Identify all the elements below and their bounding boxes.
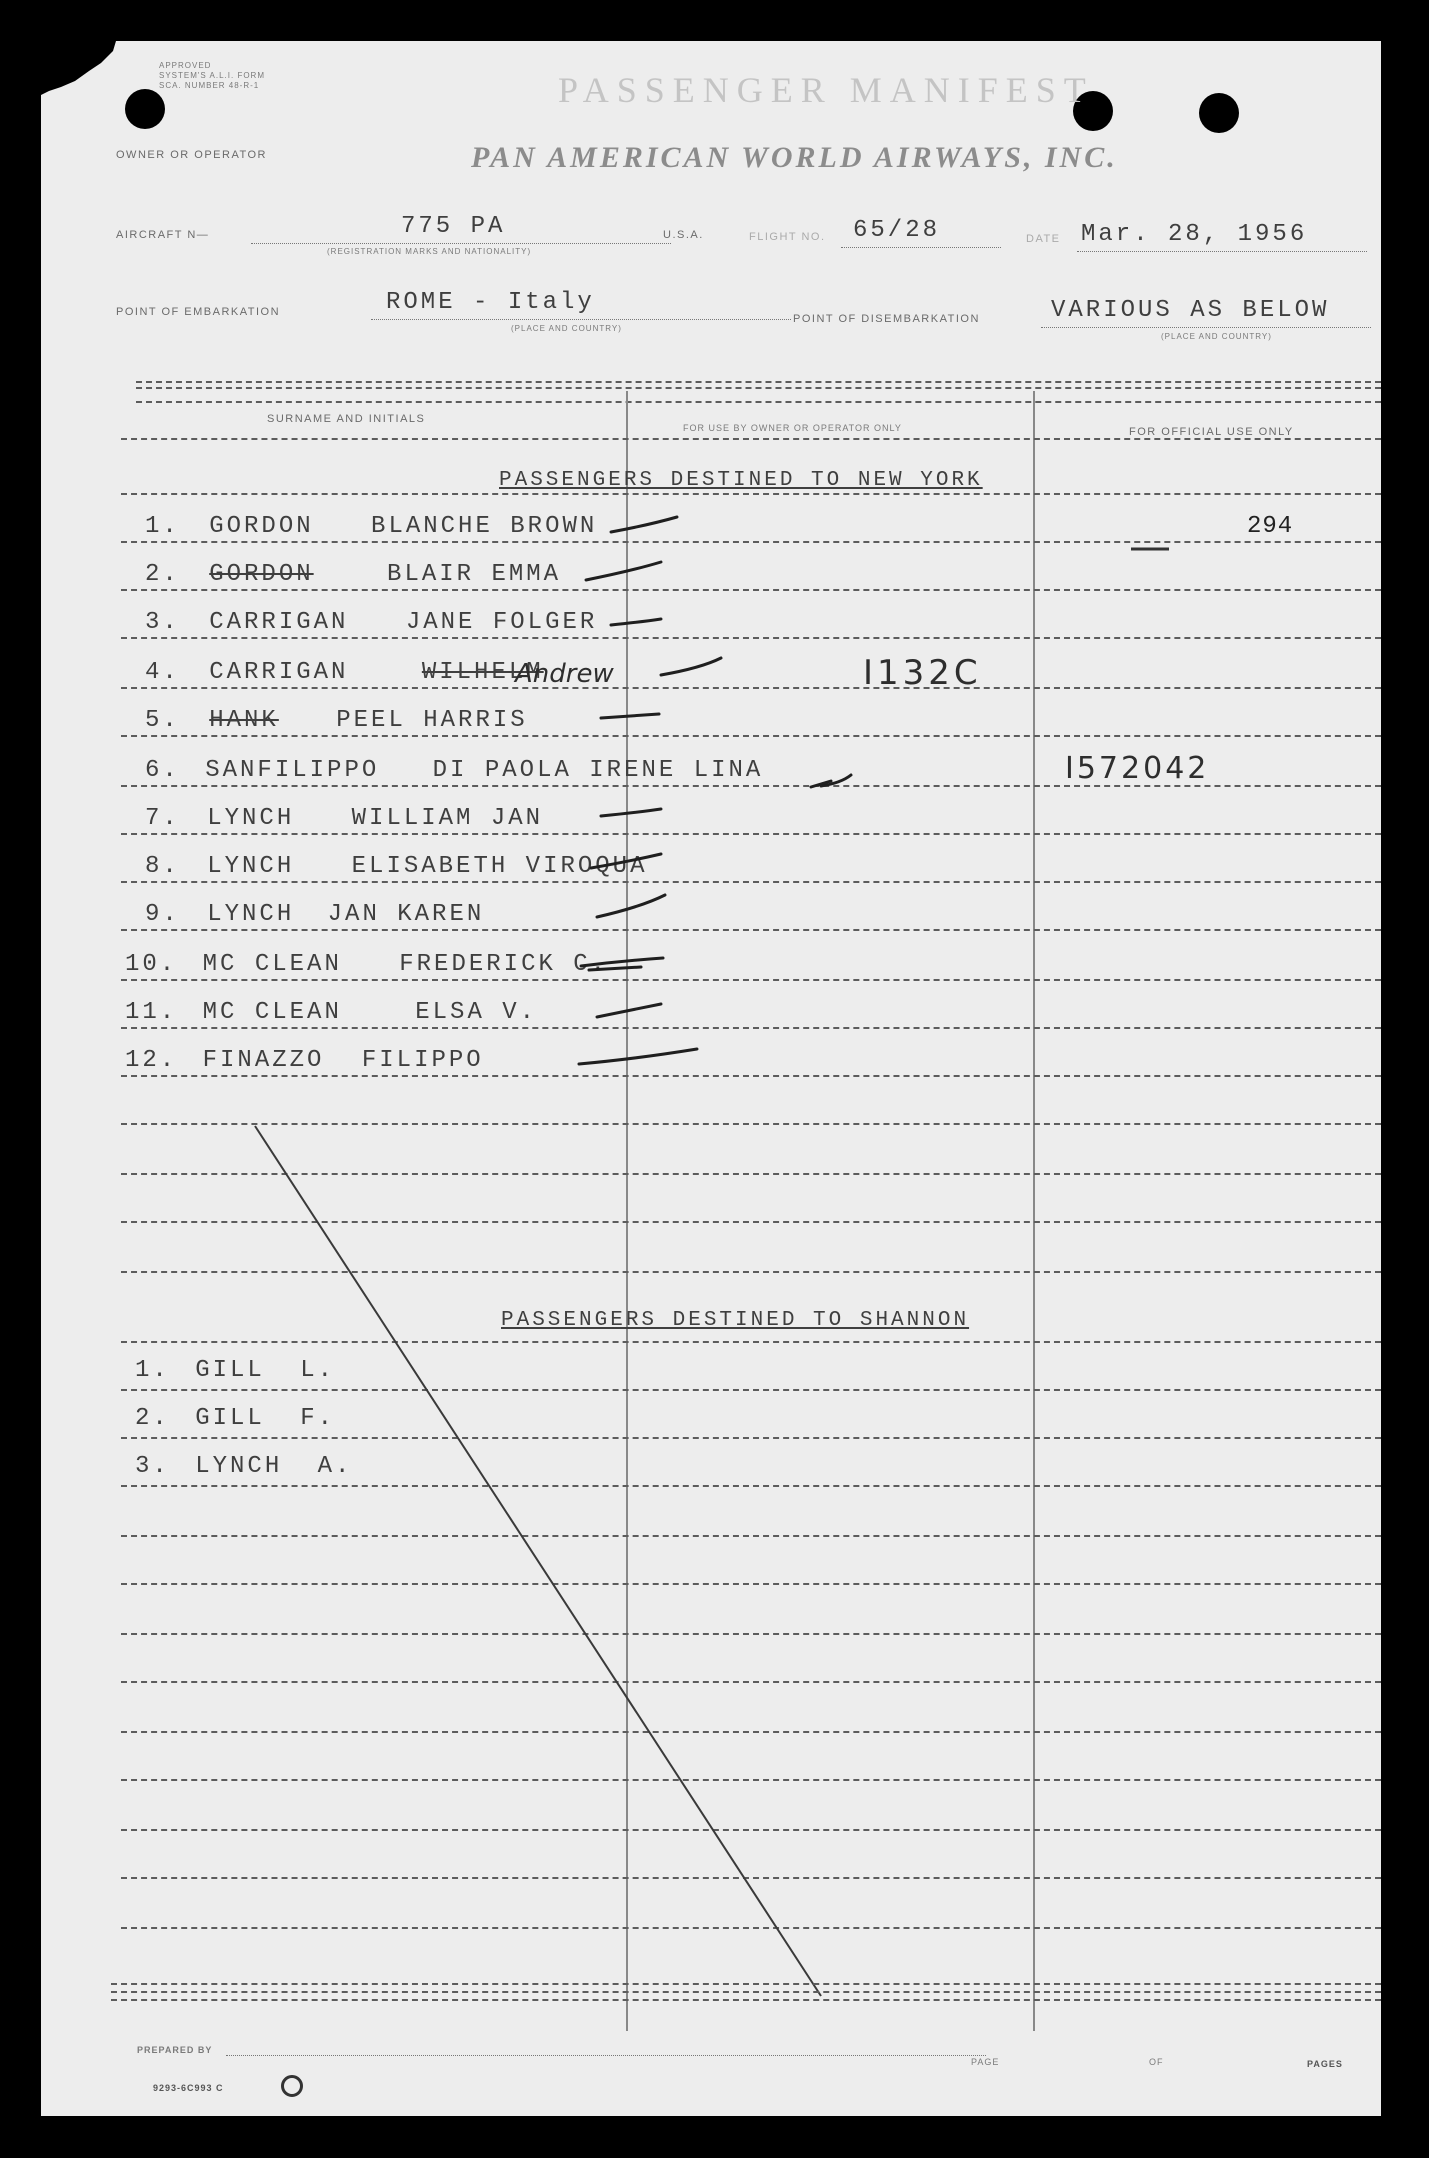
passenger-number: 9. bbox=[145, 901, 180, 928]
passenger-surname: GORDON bbox=[209, 513, 314, 540]
owner-label: OWNER OR OPERATOR bbox=[116, 149, 267, 161]
passenger-surname: LYNCH bbox=[207, 901, 295, 928]
official-annotation: I132C bbox=[863, 653, 982, 693]
aircraft-value: 775 PA bbox=[401, 213, 506, 240]
passenger-surname: LYNCH bbox=[207, 805, 295, 832]
form-approval-line: APPROVED bbox=[159, 61, 212, 70]
official-annotation: 294 bbox=[1247, 513, 1294, 540]
embarkation-value: ROME - Italy bbox=[386, 289, 595, 316]
passenger-number: 5. bbox=[145, 707, 180, 734]
disembarkation-value: VARIOUS AS BELOW bbox=[1051, 297, 1330, 324]
handwritten-correction: Andrew bbox=[515, 659, 614, 689]
form-approval-line: SCA. NUMBER 48-R-1 bbox=[159, 81, 260, 90]
passenger-number: 1. bbox=[145, 513, 180, 540]
passenger-given-names: A. bbox=[317, 1453, 353, 1480]
diagonal-cancel-line bbox=[255, 1126, 821, 1996]
date-value: Mar. 28, 1956 bbox=[1081, 221, 1308, 248]
passenger-surname: MC CLEAN bbox=[202, 951, 342, 978]
passenger-given-names: BLAIR EMMA bbox=[387, 561, 562, 588]
passenger-given-names: JANE FOLGER bbox=[405, 609, 598, 636]
passenger-given-names: PEEL HARRIS bbox=[336, 707, 528, 734]
passenger-number: 4. bbox=[145, 659, 180, 686]
page-title: PASSENGER MANIFEST bbox=[558, 70, 1094, 110]
of-label: OF bbox=[1149, 2057, 1164, 2067]
passenger-surname: MC CLEAN bbox=[202, 999, 342, 1026]
passenger-number: 12. bbox=[125, 1047, 178, 1074]
date-label: DATE bbox=[1026, 233, 1061, 245]
embarkation-label: POINT OF EMBARKATION bbox=[116, 306, 281, 318]
tick-marks bbox=[579, 517, 851, 1064]
usa-label: U.S.A. bbox=[663, 229, 704, 241]
embarkation-sublabel: (PLACE AND COUNTRY) bbox=[511, 324, 622, 333]
page-label: PAGE bbox=[971, 2057, 1000, 2067]
passenger-number: 2. bbox=[135, 1405, 170, 1432]
form-approval-line: SYSTEM'S A.L.I. FORM bbox=[159, 71, 265, 80]
passenger-number: 11. bbox=[125, 999, 178, 1026]
owner-value: PAN AMERICAN WORLD AIRWAYS, INC. bbox=[471, 141, 1118, 174]
flight-value: 65/28 bbox=[853, 217, 941, 244]
passenger-given-names: FILIPPO bbox=[361, 1047, 484, 1074]
passenger-given-names-struck: WILHELM bbox=[421, 659, 544, 686]
passenger-surname: CARRIGAN bbox=[209, 609, 349, 636]
passenger-given-names: FREDERICK C. bbox=[399, 951, 609, 978]
passenger-given-names: ELSA V. bbox=[415, 999, 538, 1026]
passenger-surname: GILL bbox=[195, 1405, 265, 1432]
passenger-number: 3. bbox=[145, 609, 180, 636]
passenger-surname: LYNCH bbox=[207, 853, 295, 880]
passenger-given-names: F. bbox=[300, 1405, 336, 1432]
passenger-number: 8. bbox=[145, 853, 180, 880]
passenger-surname: CARRIGAN bbox=[209, 659, 349, 686]
disembarkation-label: POINT OF DISEMBARKATION bbox=[793, 313, 980, 325]
passenger-surname: FINAZZO bbox=[202, 1047, 325, 1074]
section-heading-shannon: PASSENGERS DESTINED TO SHANNON bbox=[501, 1309, 970, 1332]
passenger-surname: GORDON bbox=[209, 561, 314, 588]
passenger-number: 10. bbox=[125, 951, 178, 978]
passenger-number: 6. bbox=[145, 757, 180, 784]
passenger-given-names: JAN KAREN bbox=[327, 901, 485, 928]
form-number: 9293-6C993 C bbox=[153, 2083, 224, 2093]
aircraft-sublabel: (REGISTRATION MARKS AND NATIONALITY) bbox=[327, 247, 532, 256]
disembarkation-sublabel: (PLACE AND COUNTRY) bbox=[1161, 332, 1272, 341]
passenger-number: 1. bbox=[135, 1357, 170, 1384]
passenger-given-names: BLANCHE BROWN bbox=[371, 513, 598, 540]
col-header-official-use: FOR OFFICIAL USE ONLY bbox=[1129, 426, 1294, 438]
section-heading-new-york: PASSENGERS DESTINED TO NEW YORK bbox=[499, 469, 983, 492]
passenger-given-names: DI PAOLA IRENE LINA bbox=[432, 757, 764, 784]
flight-label: FLIGHT NO. bbox=[749, 231, 826, 243]
passenger-surname: LYNCH bbox=[195, 1453, 283, 1480]
passenger-surname: SANFILIPPO bbox=[205, 757, 380, 784]
union-bug-icon bbox=[281, 2075, 303, 2097]
passenger-surname: GILL bbox=[195, 1357, 265, 1384]
passenger-given-names: ELISABETH VIROQUA bbox=[351, 853, 648, 880]
col-header-surname: SURNAME AND INITIALS bbox=[267, 413, 426, 425]
passenger-given-names: L. bbox=[300, 1357, 336, 1384]
passenger-number: 2. bbox=[145, 561, 180, 588]
pen-marks bbox=[41, 41, 1381, 2116]
passenger-number: 7. bbox=[145, 805, 180, 832]
prepared-by-label: PREPARED BY bbox=[137, 2045, 213, 2055]
pages-label: PAGES bbox=[1307, 2059, 1343, 2069]
col-header-owner-use: FOR USE BY OWNER OR OPERATOR ONLY bbox=[683, 423, 902, 433]
aircraft-label: AIRCRAFT N— bbox=[116, 229, 210, 241]
official-annotation: I572042 bbox=[1065, 751, 1210, 786]
passenger-number: 3. bbox=[135, 1453, 170, 1480]
manifest-page bbox=[41, 41, 1381, 2116]
passenger-given-names: WILLIAM JAN bbox=[351, 805, 544, 832]
passenger-surname: HANK bbox=[209, 707, 279, 734]
